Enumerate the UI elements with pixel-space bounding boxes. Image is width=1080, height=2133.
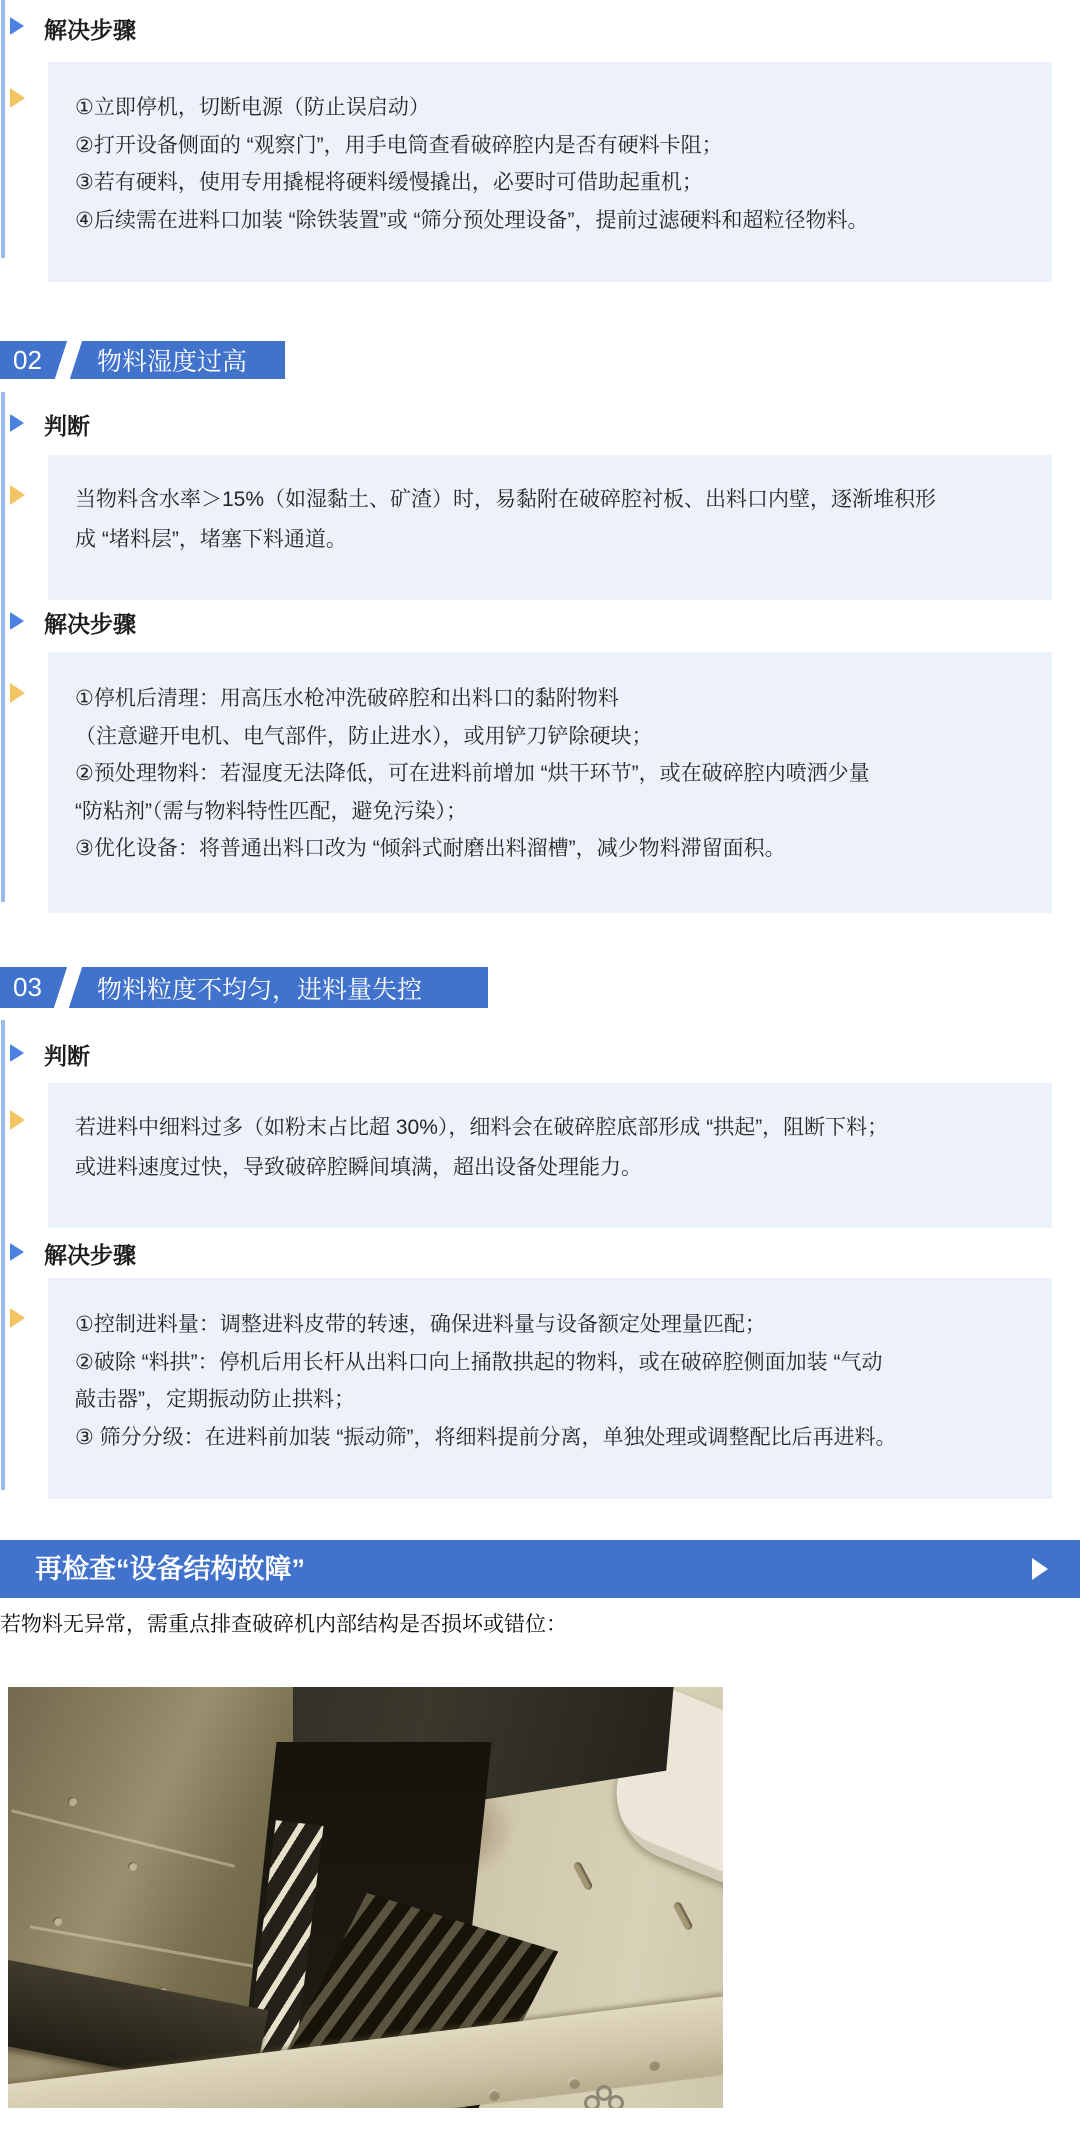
structure-check-intro: 若物料无异常，需重点排查破碎机内部结构是否损坏或错位： — [0, 1613, 567, 1636]
photo-bolt — [648, 2059, 660, 2071]
section1-solution-box — [48, 62, 1052, 282]
solution-step: ②打开设备侧面的 “观察门”，用手电筒查看破碎腔内是否有硬料卡阻； — [75, 133, 723, 157]
bullet-arrow-icon — [10, 683, 25, 703]
judgment-text: 或进料速度过快，导致破碎腔瞬间填满，超出设备处理能力。 — [75, 1156, 642, 1179]
photo-rivet — [68, 1797, 77, 1806]
section2-badge — [0, 341, 285, 379]
section1-solution-heading: 解决步骤 — [44, 17, 136, 43]
solution-step: “防粘剂”（需与物料特性匹配，避免污染）； — [75, 799, 467, 823]
section-accent-line — [1, 0, 5, 258]
section2-title: 物料湿度过高 — [97, 348, 248, 376]
section3-badge — [0, 967, 488, 1008]
heading-arrow-icon — [10, 612, 24, 630]
badge-slash-icon — [52, 967, 84, 1008]
photo-chain-link — [584, 2095, 600, 2108]
structure-check-banner[interactable] — [0, 1540, 1080, 1598]
photo-rivet — [53, 1917, 62, 1926]
solution-step: ①停机后清理：用高压水枪冲洗破碎腔和出料口的黏附物料 — [75, 687, 619, 710]
bullet-arrow-icon — [10, 485, 25, 505]
bullet-arrow-icon — [10, 1110, 25, 1130]
solution-step: 敲击器”，定期振动防止拱料； — [75, 1388, 355, 1411]
heading-arrow-icon — [10, 1044, 24, 1062]
banner-title: 再检查“设备结构故障” — [35, 1554, 305, 1584]
bullet-arrow-icon — [10, 88, 25, 108]
solution-step: ③优化设备：将普通出料口改为 “倾斜式耐磨出料溜槽”，减少物料滞留面积。 — [75, 837, 786, 860]
section-accent-line — [1, 392, 5, 902]
heading-arrow-icon — [10, 17, 24, 35]
section3-solution-heading: 解决步骤 — [44, 1242, 136, 1268]
solution-step: ①立即停机，切断电源（防止误启动） — [75, 96, 430, 119]
photo-chain-link — [608, 2095, 624, 2108]
solution-step: ③若有硬料，使用专用撬棍将硬料缓慢撬出，必要时可借助起重机； — [75, 171, 703, 194]
section3-solution-box — [48, 1278, 1052, 1499]
badge-slash-icon — [52, 341, 84, 379]
heading-arrow-icon — [10, 1243, 24, 1261]
banner-arrow-icon — [1032, 1558, 1048, 1580]
solution-step: （注意避开电机、电气部件，防止进水），或用铲刀铲除硬块； — [75, 724, 653, 748]
solution-step: ②破除 “料拱”：停机后用长杆从出料口向上捅散拱起的物料，或在破碎腔侧面加装 “气动 — [75, 1350, 883, 1374]
judgment-text: 当物料含水率＞15%（如湿黏土、矿渣）时，易黏附在破碎腔衬板、出料口内壁，逐渐堆积形 — [75, 488, 937, 511]
photo-rivet — [128, 1862, 137, 1871]
section3-judgment-box — [48, 1083, 1052, 1228]
section3-title: 物料粒度不均匀，进料量失控 — [97, 975, 423, 1004]
section2-solution-box — [48, 652, 1052, 913]
photo-bolt — [568, 2077, 580, 2089]
photo-bolt — [488, 2089, 500, 2101]
solution-step: ②预处理物料：若湿度无法降低，可在进料前增加 “烘干环节”，或在破碎腔内喷洒少量 — [75, 762, 870, 785]
section3-number: 03 — [13, 972, 42, 1002]
section2-number: 02 — [13, 344, 42, 375]
solution-step: ③ 筛分分级：在进料前加装 “振动筛”，将细料提前分离，单独处理或调整配比后再进料。 — [75, 1425, 897, 1449]
section2-judgment-heading: 判断 — [44, 413, 90, 439]
section2-solution-heading: 解决步骤 — [44, 611, 136, 637]
section2-judgment-box — [48, 455, 1052, 600]
judgment-text: 成 “堵料层”，堵塞下料通道。 — [75, 528, 347, 551]
section3-judgment-heading: 判断 — [44, 1043, 90, 1069]
solution-step: ④后续需在进料口加装 “除铁装置”或 “筛分预处理设备”，提前过滤硬料和超粒径物料。 — [75, 208, 869, 232]
heading-arrow-icon — [10, 414, 24, 432]
section-accent-line — [1, 1020, 5, 1490]
solution-step: ①控制进料量：调整进料皮带的转速，确保进料量与设备额定处理量匹配； — [75, 1313, 766, 1336]
crusher-interior-photo — [8, 1687, 723, 2108]
bullet-arrow-icon — [10, 1308, 25, 1328]
judgment-text: 若进料中细料过多（如粉末占比超 30%），细料会在破碎腔底部形成 “拱起”，阻断下料； — [75, 1116, 889, 1139]
